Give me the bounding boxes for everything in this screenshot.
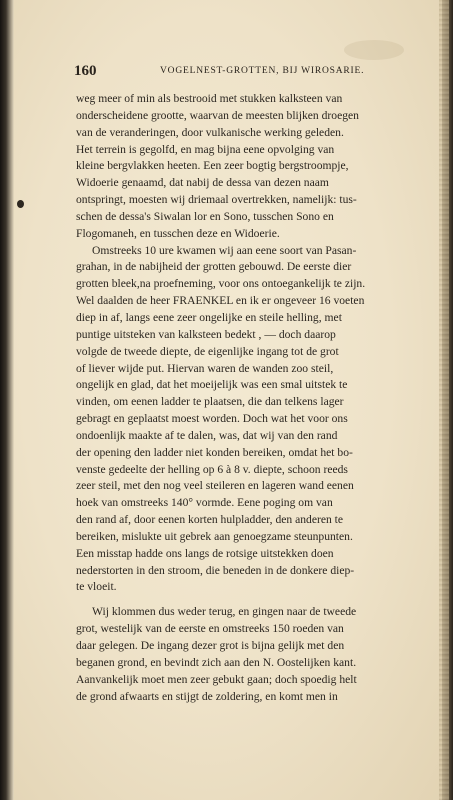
text-line: vinden, om eenen ladder te plaatsen, die dan telkens lager (76, 395, 344, 409)
page-header (74, 63, 384, 79)
text-line: Een misstap hadde ons langs de rotsige uitstekken doen (76, 546, 334, 560)
text-line: zeer steil, met den nog veel steileren en lageren wand eenen (76, 479, 354, 493)
text-line: gebragt en geplaatst moest worden. Doch wat het voor ons (76, 412, 348, 426)
foxing-spot (344, 40, 404, 60)
text-line: diep in af, langs eene zeer ongelijke en steile helling, met (76, 310, 342, 324)
paragraph-start-line: Wij klommen dus weder terug, en gingen naar de tweede (92, 605, 357, 619)
text-line: te vloeit. (76, 580, 117, 594)
text-line: van de veranderingen, door vulkanische werking geleden. (76, 125, 344, 139)
text-line: Flogomaneh, en tusschen deze en Widoerie. (76, 226, 280, 240)
text-line: grot, westelijk van de eerste en omstreeks 150 roeden van (76, 622, 344, 636)
text-line: bereiken, mislukte uit gebrek aan genoegzame steunpunten. (76, 529, 353, 543)
page-number: 160 (74, 63, 97, 79)
body-text (76, 91, 431, 705)
text-line: daar gelegen. De ingang dezer grot is bijna gelijk met den (76, 639, 345, 652)
text-line: venste gedeelte der helling op 6 à 8 v. diepte, schoon reeds (76, 462, 348, 476)
text-line: de grond afwaarts en stijgt de zoldering, en komt men in (76, 689, 338, 703)
text-line: Aanvankelijk moet men zeer gebukt gaan; doch spoedig helt (76, 672, 357, 686)
running-title: VOGELNEST-GROTTEN, BIJ WIROSARIE. (160, 66, 365, 76)
text-line: kleine bergvlakken heeten. Een zeer bogtig bergstroompje, (76, 159, 349, 173)
book-page (14, 0, 442, 800)
text-line: den rand af, door eenen korten hulpladder, den anderen te (76, 513, 344, 527)
text-line: Het terrein is gegolfd, en mag bijna eene opvolging van (76, 142, 335, 156)
text-line: onderscheidene grootte, waarvan de meesten blijken droegen (76, 108, 359, 122)
text-line: der opening den ladder niet konden bereiken, omdat het bo- (76, 445, 353, 459)
paragraph-start-line: Omstreeks 10 ure kwamen wij aan eene soort van Pasan- (92, 243, 357, 257)
page-edge (439, 0, 449, 800)
text-line: Wel daalden de heer FRAENKEL en ik er ongeveer 16 voeten (76, 294, 365, 308)
text-line: of liever wijde put. Hiervan waren de wanden zoo steil, (76, 361, 334, 375)
text-line: grahan, in de nabijheid der grotten gebouwd. De eerste dier (76, 260, 352, 274)
text-line: Widoerie genaamd, dat nabij de dessa van dezen naam (76, 176, 329, 190)
text-line: ontspringt, moesten wij driemaal overtrekken, namelijk: tus- (76, 193, 357, 207)
text-line: beganen grond, en bevindt zich aan den N. Oostelijken kant. (76, 655, 357, 669)
text-line: ongelijk en glad, dat het moeijelijk was een smal uitstek te (76, 378, 348, 392)
text-line: volgde de tweede diepte, de eigenlijke ingang tot de grot (76, 344, 339, 358)
text-line: hoek van omstreeks 140° vormde. Eene poging om van (76, 496, 333, 510)
text-line: puntige uitsteken van kalksteen bedekt , — doch daarop (76, 327, 336, 341)
text-line: schen de dessa's Siwalan lor en Sono, tusschen Sono en (76, 209, 334, 223)
ink-spot (17, 200, 24, 208)
text-line: grotten bleek,na proefneming, voor ons ontoegankelijk te zijn. (76, 277, 366, 291)
text-line: weg meer of min als bestrooid met stukken kalksteen van (76, 92, 343, 105)
paragraph-gap (76, 596, 431, 604)
text-line: nederstorten in den stroom, die beneden in de donkere diep- (76, 563, 355, 577)
text-line: ondoenlijk maakte af te dalen, was, dat wij van den rand (76, 428, 338, 442)
